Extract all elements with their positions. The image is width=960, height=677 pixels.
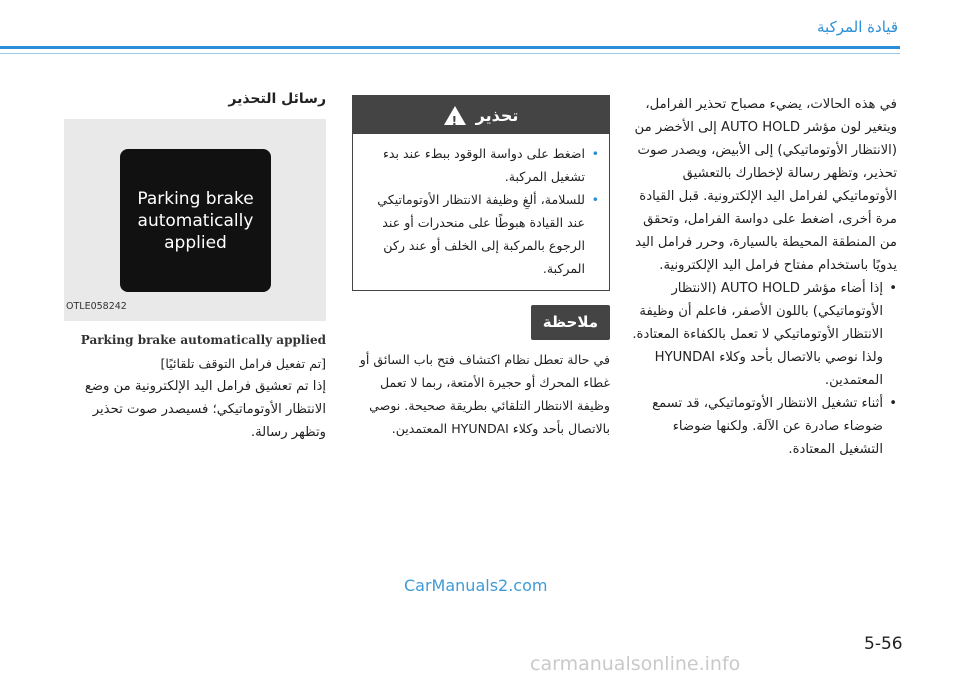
warning-bullet-1: • اضغط على دواسة الوقود ببطء عند بدء تشغيل المركبة.	[363, 142, 599, 188]
right-bullet-list	[627, 277, 897, 461]
warning-body	[353, 134, 609, 290]
warning-bullet-list	[363, 142, 599, 280]
display-message: Parking brake automatically applied	[137, 188, 254, 253]
left-body-text: إذا تم تعشيق فرامل اليد الإلكترونية من وضع الانتظار الأوتوماتيكي؛ فسيصدر صوت تحذير وتظهر رسالة.	[84, 379, 326, 440]
note-text: في حالة تعطل نظام اكتشاف فتح باب السائق أو غطاء المحرك أو حجيرة الأمتعة، ربما لا تعمل وظيفة الانتظار التلقائي بطريقة صحيحة. نوصي بالاتصال بأحد وكلاء HYUNDAI المعتمدين.	[359, 352, 610, 436]
warning-bullet-2: • للسلامة، ألغِ وظيفة الانتظار الأوتوماتيكي عند القيادة هبوطًا على منحدرات أو عند الرجوع بالمركبة إلى الخلف أو عند ركن المركبة.	[363, 188, 599, 280]
warning-header	[353, 96, 609, 134]
header-rule	[0, 46, 900, 49]
warning-title: تحذير	[475, 105, 519, 125]
right-column	[627, 93, 897, 461]
watermark-link[interactable]: CarManuals2.com	[404, 576, 548, 595]
chapter-title: قيادة المركبة	[817, 18, 898, 36]
middle-column	[352, 95, 610, 440]
figure-code: OTLE058242	[66, 301, 127, 312]
caption-english: Parking brake automatically applied	[80, 333, 326, 347]
warning-triangle-icon	[444, 106, 466, 125]
cluster-display	[120, 149, 271, 292]
page-number: 5-56	[864, 634, 903, 654]
caption-arabic: [تم تفعيل فرامل التوقف تلقائيًا]	[160, 356, 326, 371]
intro-paragraph: في هذه الحالات، يضيء مصباح تحذير الفرامل، ويتغير لون مؤشر AUTO HOLD إلى الأخضر من (الانتظار الأوتوماتيكي) إلى الأبيض، ويصدر صوت تحذير، وتظهر رسالة لإخطارك بالتعشيق الأوتوماتيكي لفرامل اليد الإلكترونية. قبل القيادة مرة أخرى، اضغط على دواسة الفرامل، وتحقق من المنطقة المحيطة بالسيارة، وحرر فرامل اليد يدويًا باستخدام مفتاح فرامل اليد الإلكترونية.	[634, 97, 897, 273]
right-bullet-1: • إذا أضاء مؤشر AUTO HOLD (الانتظار الأوتوماتيكي) باللون الأصفر، فاعلم أن وظيفة الانتظار الأوتوماتيكي لا تعمل بالكفاءة المعتادة. ولذا نوصي بالاتصال بأحد وكلاء HYUNDAI المعتمدين.	[627, 277, 897, 392]
cluster-message-figure	[64, 119, 326, 321]
right-bullet-2: • أثناء تشغيل الانتظار الأوتوماتيكي، قد تسمع ضوضاء صادرة عن الآلة. ولكنها ضوضاء التشغيل المعتادة.	[627, 392, 897, 461]
footer-site-watermark: carmanualsonline.info	[530, 653, 741, 675]
note-label: ملاحظة	[531, 305, 610, 340]
warning-box	[352, 95, 610, 291]
header-rule-thin	[0, 53, 900, 54]
section-title: رسائل التحذير	[228, 91, 326, 107]
left-column	[64, 88, 326, 444]
